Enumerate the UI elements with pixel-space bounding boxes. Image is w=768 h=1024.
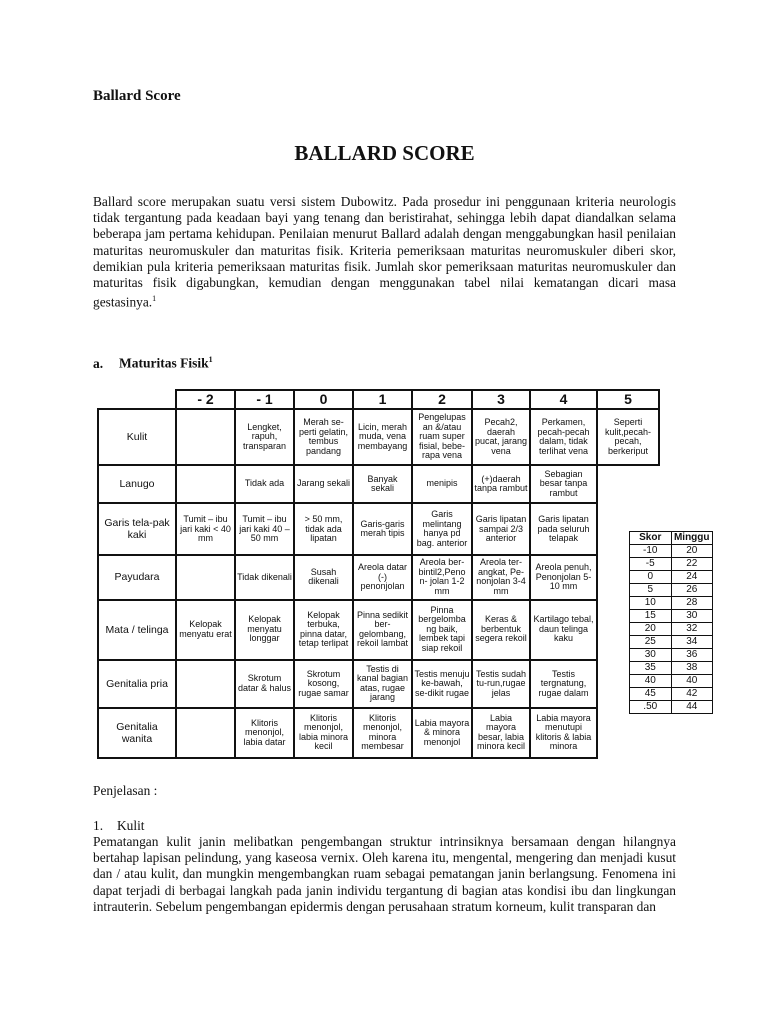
table-row	[630, 623, 713, 636]
document-title: BALLARD SCORE	[294, 141, 475, 165]
table-cell	[597, 465, 659, 503]
minggu-cell: 34	[671, 636, 713, 649]
table-cell: Jarang sekali	[294, 465, 353, 503]
skor-cell: -10	[630, 545, 672, 558]
table-row	[98, 555, 659, 599]
skor-cell: .50	[630, 701, 672, 714]
table-cell: Pengelupas an &/atau ruam super fisial, bebe-rapa vena	[412, 409, 472, 465]
table-row	[630, 558, 713, 571]
table-cell: Merah se-perti gelatin, tembus pandang	[294, 409, 353, 465]
table-cell: Areola penuh, Penonjolan 5- 10 mm	[530, 555, 597, 599]
table-cell: Susah dikenali	[294, 555, 353, 599]
table-header-row	[98, 390, 659, 409]
score-header: 4	[530, 390, 597, 409]
table-cell: Testis menuju ke-bawah, se-dikit rugae	[412, 660, 472, 708]
table-row	[630, 688, 713, 701]
table-row	[630, 675, 713, 688]
kulit-heading	[93, 818, 145, 834]
table-cell	[176, 708, 235, 758]
score-header: 0	[294, 390, 353, 409]
minggu-cell: 32	[671, 623, 713, 636]
skor-header: Skor	[630, 532, 672, 545]
skor-cell: 35	[630, 662, 672, 675]
minggu-cell: 26	[671, 584, 713, 597]
skor-minggu-table	[629, 531, 713, 714]
skor-cell: 20	[630, 623, 672, 636]
minggu-cell: 24	[671, 571, 713, 584]
table-cell: Tumit – ibu jari kaki < 40 mm	[176, 503, 235, 555]
table-row	[630, 584, 713, 597]
maturitas-fisik-grid	[97, 389, 660, 759]
table-cell: menipis	[412, 465, 472, 503]
skor-cell: 5	[630, 584, 672, 597]
minggu-header: Minggu	[671, 532, 713, 545]
table-cell: Areola ber-bintil2,Peno n- jolan 1-2 mm	[412, 555, 472, 599]
table-cell: Tumit – ibu jari kaki 40 –50 mm	[235, 503, 294, 555]
kulit-paragraph: Pematangan kulit janin melibatkan pengembangan struktur intrinsiknya bersamaan dengan hilangnya bertahap lapisan pelindung, yang kaseosa vernix. Oleh karena itu, mengental, mengering dan menjadi kusut dan / atau kulit, dan mungkin mengembangkan ruam sebagai pematangan janin berlangsung. Fenomena ini dapat terjadi di berbagai langkah pada janin individu tergantung di bagian atas kondisi ibu dan lingkungan intrauterin. Sebelum pengembangan epidermis dengan perusahaan stratum korneum, kulit transparan dan	[93, 834, 676, 914]
table-cell: Kelopak menyatu erat	[176, 600, 235, 660]
section-footnote-ref: 1	[208, 355, 213, 364]
table-cell: Licin, merah muda, vena membayang	[353, 409, 412, 465]
table-header-row	[630, 532, 713, 545]
minggu-cell: 22	[671, 558, 713, 571]
score-header: 3	[472, 390, 530, 409]
table-cell: Skrotum datar & halus	[235, 660, 294, 708]
table-cell: Areola ter-angkat, Pe-nonjolan 3-4 mm	[472, 555, 530, 599]
table-row	[630, 636, 713, 649]
table-cell: Sebagian besar tanpa rambut	[530, 465, 597, 503]
table-cell: Seperti kulit,pecah-pecah, berkeriput	[597, 409, 659, 465]
table-row	[630, 597, 713, 610]
table-row	[98, 409, 659, 465]
table-cell: Labia mayora besar, labia minora kecil	[472, 708, 530, 758]
table-row	[98, 465, 659, 503]
table-cell: Garis lipatan pada seluruh telapak	[530, 503, 597, 555]
table-row	[630, 571, 713, 584]
intro-paragraph	[93, 194, 676, 311]
table-cell: Labia mayora menutupi klitoris & labia minora	[530, 708, 597, 758]
row-label: Genitalia wanita	[98, 708, 176, 758]
table-cell: Kelopak terbuka, pinna datar, tetap terlipat	[294, 600, 353, 660]
row-label: Mata / telinga	[98, 600, 176, 660]
score-header: - 1	[235, 390, 294, 409]
table-cell: Kartilago tebal, daun telinga kaku	[530, 600, 597, 660]
maturitas-fisik-table	[97, 389, 658, 759]
score-header: 2	[412, 390, 472, 409]
minggu-cell: 20	[671, 545, 713, 558]
table-cell	[597, 708, 659, 758]
intro-footnote-ref: 1	[152, 294, 157, 304]
corner-cell	[98, 390, 176, 409]
minggu-cell: 30	[671, 610, 713, 623]
minggu-cell: 42	[671, 688, 713, 701]
table-row	[98, 660, 659, 708]
row-label: Genitalia pria	[98, 660, 176, 708]
table-row	[98, 708, 659, 758]
score-header: 5	[597, 390, 659, 409]
table-cell: Klitoris menonjol, labia datar	[235, 708, 294, 758]
table-cell	[176, 465, 235, 503]
table-cell: Testis di kanal bagian atas, rugae jarang	[353, 660, 412, 708]
kulit-number: 1.	[93, 818, 104, 833]
table-cell: > 50 mm, tidak ada lipatan	[294, 503, 353, 555]
table-row	[630, 662, 713, 675]
skor-cell: 15	[630, 610, 672, 623]
table-cell: Kelopak menyatu longgar	[235, 600, 294, 660]
table-cell	[176, 660, 235, 708]
table-row	[630, 545, 713, 558]
table-cell: Tidak dikenali	[235, 555, 294, 599]
table-row	[98, 600, 659, 660]
minggu-cell: 44	[671, 701, 713, 714]
table-cell: Areola datar (-) penonjolan	[353, 555, 412, 599]
table-cell: (+)daerah tanpa rambut	[472, 465, 530, 503]
section-number: a.	[93, 355, 104, 371]
table-cell: Pecah2, daerah pucat, jarang vena	[472, 409, 530, 465]
table-row	[630, 649, 713, 662]
penjelasan-label: Penjelasan :	[93, 783, 158, 798]
skor-cell: 40	[630, 675, 672, 688]
skor-cell: 0	[630, 571, 672, 584]
skor-cell: 30	[630, 649, 672, 662]
table-cell: Garis-garis merah tipis	[353, 503, 412, 555]
document-header: Ballard Score	[93, 88, 181, 104]
table-cell: Labia mayora & minora menonjol	[412, 708, 472, 758]
minggu-cell: 38	[671, 662, 713, 675]
minggu-cell: 36	[671, 649, 713, 662]
table-cell	[176, 409, 235, 465]
row-label: Payudara	[98, 555, 176, 599]
table-cell: Tidak ada	[235, 465, 294, 503]
table-cell: Klitoris menonjol, minora membesar	[353, 708, 412, 758]
intro-text: Ballard score merupakan suatu versi sistem Dubowitz. Pada prosedur ini penggunaan kriteria neurologis tidak tergantung pada keadaan bayi yang tenang dan beristirahat, sehingga lebih dapat diandalkan selama beberapa jam pertama kehidupan. Penilaian menurut Ballard adalah dengan menggabungkan hasil penilaian maturitas neuromuskuler dan maturitas fisik. Kriteria pemeriksaan maturitas neuromuskuler diberi skor, demikian pula kriteria pemeriksaan maturitas fisik. Jumlah skor pemeriksaan maturitas neuromuskuler dan maturitas fisik digabungkan, kemudian dengan menggunakan tabel nilai kematangan dicari masa gestasinya.	[93, 194, 676, 310]
table-cell	[176, 555, 235, 599]
section-label: Maturitas Fisik	[119, 355, 209, 371]
minggu-cell: 28	[671, 597, 713, 610]
score-header: 1	[353, 390, 412, 409]
table-cell: Perkamen, pecah-pecah dalam, tidak terlihat vena	[530, 409, 597, 465]
table-cell: Keras & berbentuk segera rekoil	[472, 600, 530, 660]
kulit-label: Kulit	[117, 818, 145, 833]
skor-cell: 45	[630, 688, 672, 701]
table-cell: Pinna sedikit ber-gelombang, rekoil lambat	[353, 600, 412, 660]
table-cell: Testis sudah tu-run,rugae jelas	[472, 660, 530, 708]
table-cell: Garis melintang hanya pd bag. anterior	[412, 503, 472, 555]
table-cell: Lengket, rapuh, transparan	[235, 409, 294, 465]
table-cell: Klitoris menonjol, labia minora kecil	[294, 708, 353, 758]
table-row	[630, 701, 713, 714]
section-heading-maturitas-fisik	[93, 355, 213, 372]
table-row	[630, 610, 713, 623]
row-label: Lanugo	[98, 465, 176, 503]
skor-minggu-grid	[629, 531, 713, 714]
minggu-cell: 40	[671, 675, 713, 688]
table-row	[98, 503, 659, 555]
skor-cell: 10	[630, 597, 672, 610]
table-cell: Skrotum kosong, rugae samar	[294, 660, 353, 708]
skor-cell: 25	[630, 636, 672, 649]
table-cell: Banyak sekali	[353, 465, 412, 503]
table-cell: Pinna bergelomba ng baik, lembek tapi siap rekoil	[412, 600, 472, 660]
row-label: Garis tela-pak kaki	[98, 503, 176, 555]
row-label: Kulit	[98, 409, 176, 465]
score-header: - 2	[176, 390, 235, 409]
skor-cell: -5	[630, 558, 672, 571]
table-cell: Testis tergnatung, rugae dalam	[530, 660, 597, 708]
table-cell: Garis lipatan sampai 2/3 anterior	[472, 503, 530, 555]
